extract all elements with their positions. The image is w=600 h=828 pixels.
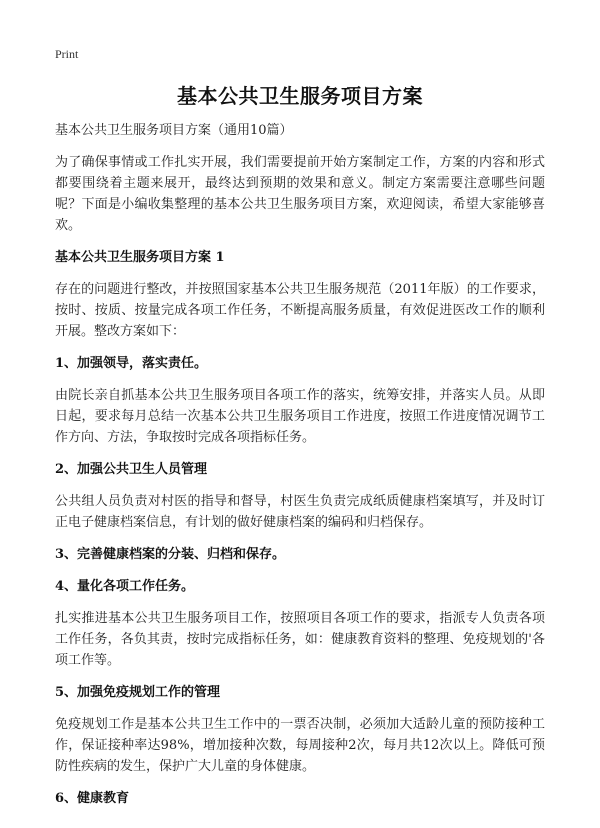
item-heading-3: 3、完善健康档案的分装、归档和保存。 bbox=[55, 547, 286, 562]
item-heading-2: 2、加强公共卫生人员管理 bbox=[55, 462, 208, 477]
item-heading-1: 1、加强领导，落实责任。 bbox=[55, 356, 208, 371]
section-paragraph-1: 存在的问题进行整改，并按照国家基本公共卫生服务规范（2011年版）的工作要求，按时、按质、按量完成各项工作任务，不断提高服务质量，有效促进医改工作的顺利开展。整改方案如下： bbox=[55, 282, 545, 339]
document-title: 基本公共卫生服务项目方案 bbox=[177, 84, 423, 108]
item-paragraph-2: 公共组人员负责对村医的指导和督导，村医生负责完成纸质健康档案填写，并及时订正电子健康档案信息，有计划的做好健康档案的编码和归档保存。 bbox=[55, 494, 545, 530]
section-heading-1: 基本公共卫生服务项目方案 1 bbox=[55, 250, 225, 265]
item-heading-6: 6、健康教育 bbox=[55, 791, 130, 806]
item-paragraph-4: 扎实推进基本公共卫生服务项目工作，按照项目各项工作的要求，指派专人负责各项工作任务，各负其责，按时完成指标任务，如：健康教育资料的整理、免疫规划的'各项工作等。 bbox=[55, 611, 545, 668]
print-link[interactable]: Print bbox=[55, 47, 79, 61]
item-heading-4: 4、量化各项工作任务。 bbox=[55, 579, 195, 594]
item-paragraph-1: 由院长亲自抓基本公共卫生服务项目各项工作的落实，统筹安排，并落实人员。从即日起，要求每月总结一次基本公共卫生服务项目工作进度，按照工作进度情况调节工作方向、方法，争取按时完成各项指标任务。 bbox=[55, 388, 545, 445]
item-paragraph-5: 免疫规划工作是基本公共卫生工作中的一票否决制，必须加大适龄儿童的预防接种工作，保证接种率达98%，增加接种次数，每周接种2次，每月共12次以上。降低可预防性疾病的发生，保护广大儿童的身体健康。 bbox=[55, 717, 545, 774]
document-subtitle: 基本公共卫生服务项目方案（通用10篇） bbox=[55, 123, 293, 138]
document-body bbox=[55, 120, 545, 820]
item-heading-5: 5、加强免疫规划工作的管理 bbox=[55, 685, 221, 700]
intro-paragraph: 为了确保事情或工作扎实开展，我们需要提前开始方案制定工作，方案的内容和形式都要围绕着主题来展开，最终达到预期的效果和意义。制定方案需要注意哪些问题呢？下面是小编收集整理的基本公共卫生服务项目方案，欢迎阅读，希望大家能够喜欢。 bbox=[55, 155, 545, 233]
